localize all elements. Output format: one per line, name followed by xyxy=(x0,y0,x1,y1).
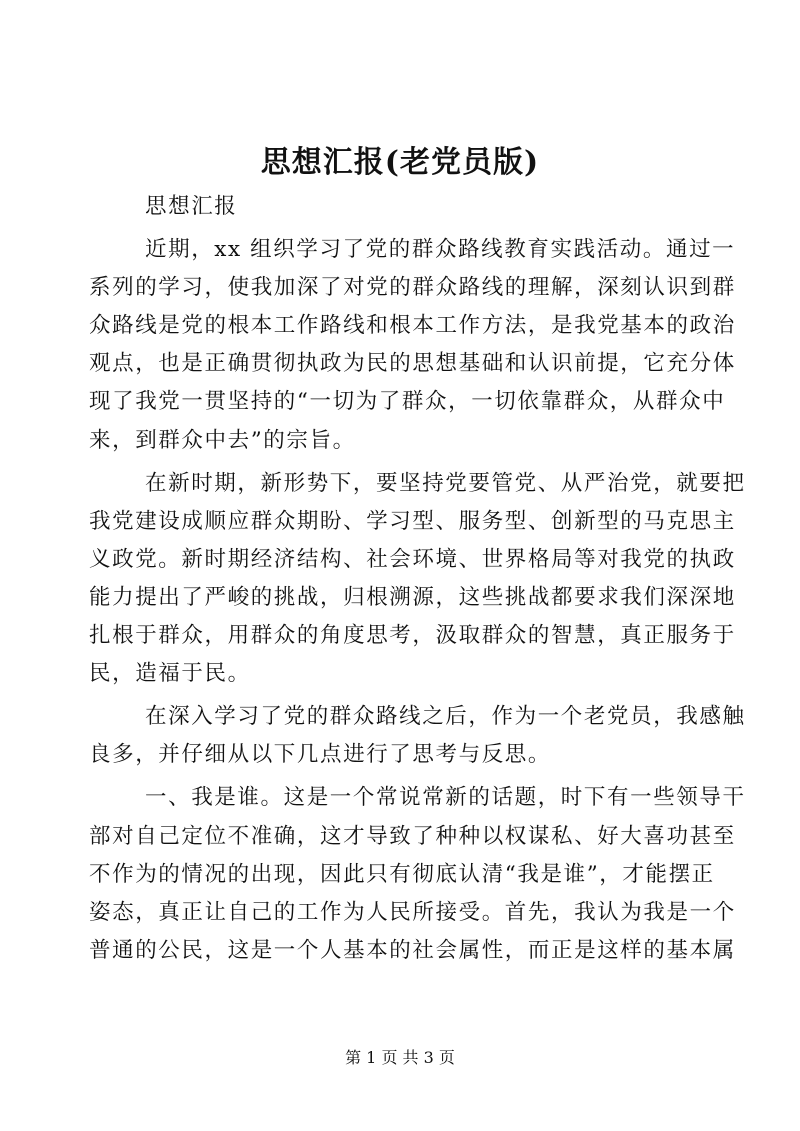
paragraph xyxy=(89,231,736,460)
paragraph-line: 普通的公民，这是一个人基本的社会属性，而正是这样的基本属 xyxy=(89,937,736,963)
paragraph-line: 系列的学习，使我加深了对党的群众路线的理解，深刻认识到群 xyxy=(89,275,736,301)
paragraph xyxy=(89,779,746,969)
paragraph-line: 观点，也是正确贯彻执政为民的思想基础和认识前提，它充分体 xyxy=(89,351,736,377)
document-body xyxy=(89,188,746,970)
paragraph-line: 众路线是党的根本工作路线和根本工作方法，是我党基本的政治 xyxy=(89,313,736,339)
paragraph-line: 部对自己定位不准确，这才导致了种种以权谋私、好大喜功甚至 xyxy=(89,823,736,849)
paragraph-line: 能力提出了严峻的挑战，归根溯源，这些挑战都要求我们深深地 xyxy=(89,584,736,610)
paragraph-line: 现了我党一贯坚持的“一切为了群众，一切依靠群众，从群众中 xyxy=(89,389,726,415)
paragraph xyxy=(89,698,746,774)
paragraph-line: 在新时期，新形势下，要坚持党要管党、从严治党，就要把 xyxy=(145,470,746,496)
paragraph-line: 我党建设成顺应群众期盼、学习型、服务型、创新型的马克思主 xyxy=(89,508,736,534)
document-title: 思想汇报(老党员版) xyxy=(260,145,540,180)
paragraph-line: 在深入学习了党的群众路线之后，作为一个老党员，我感触 xyxy=(145,704,746,730)
paragraph xyxy=(89,465,746,694)
paragraph-line: 义政党。新时期经济结构、社会环境、世界格局等对我党的执政 xyxy=(89,546,736,572)
paragraph-line: 近期，xx 组织学习了党的群众路线教育实践活动。通过一 xyxy=(145,237,736,263)
paragraph-line: 一、我是谁。这是一个常说常新的话题，时下有一些领导干 xyxy=(145,785,746,811)
paragraph-line: 扎根于群众，用群众的角度思考，汲取群众的智慧，真正服务于 xyxy=(89,623,736,649)
page-number-footer: 第 1 页 共 3 页 xyxy=(345,1048,455,1067)
paragraph-line: 良多，并仔细从以下几点进行了思考与反思。 xyxy=(89,742,552,768)
paragraph-line: 来，到群众中去”的宗旨。 xyxy=(89,427,356,453)
paragraph-line: 不作为的情况的出现，因此只有彻底认清“我是谁”，才能摆正 xyxy=(89,861,715,887)
paragraph-line: 姿态，真正让自己的工作为人民所接受。首先，我认为我是一个 xyxy=(89,899,736,925)
section-heading: 思想汇报 xyxy=(145,194,238,219)
paragraph-line: 民，造福于民。 xyxy=(89,661,251,687)
